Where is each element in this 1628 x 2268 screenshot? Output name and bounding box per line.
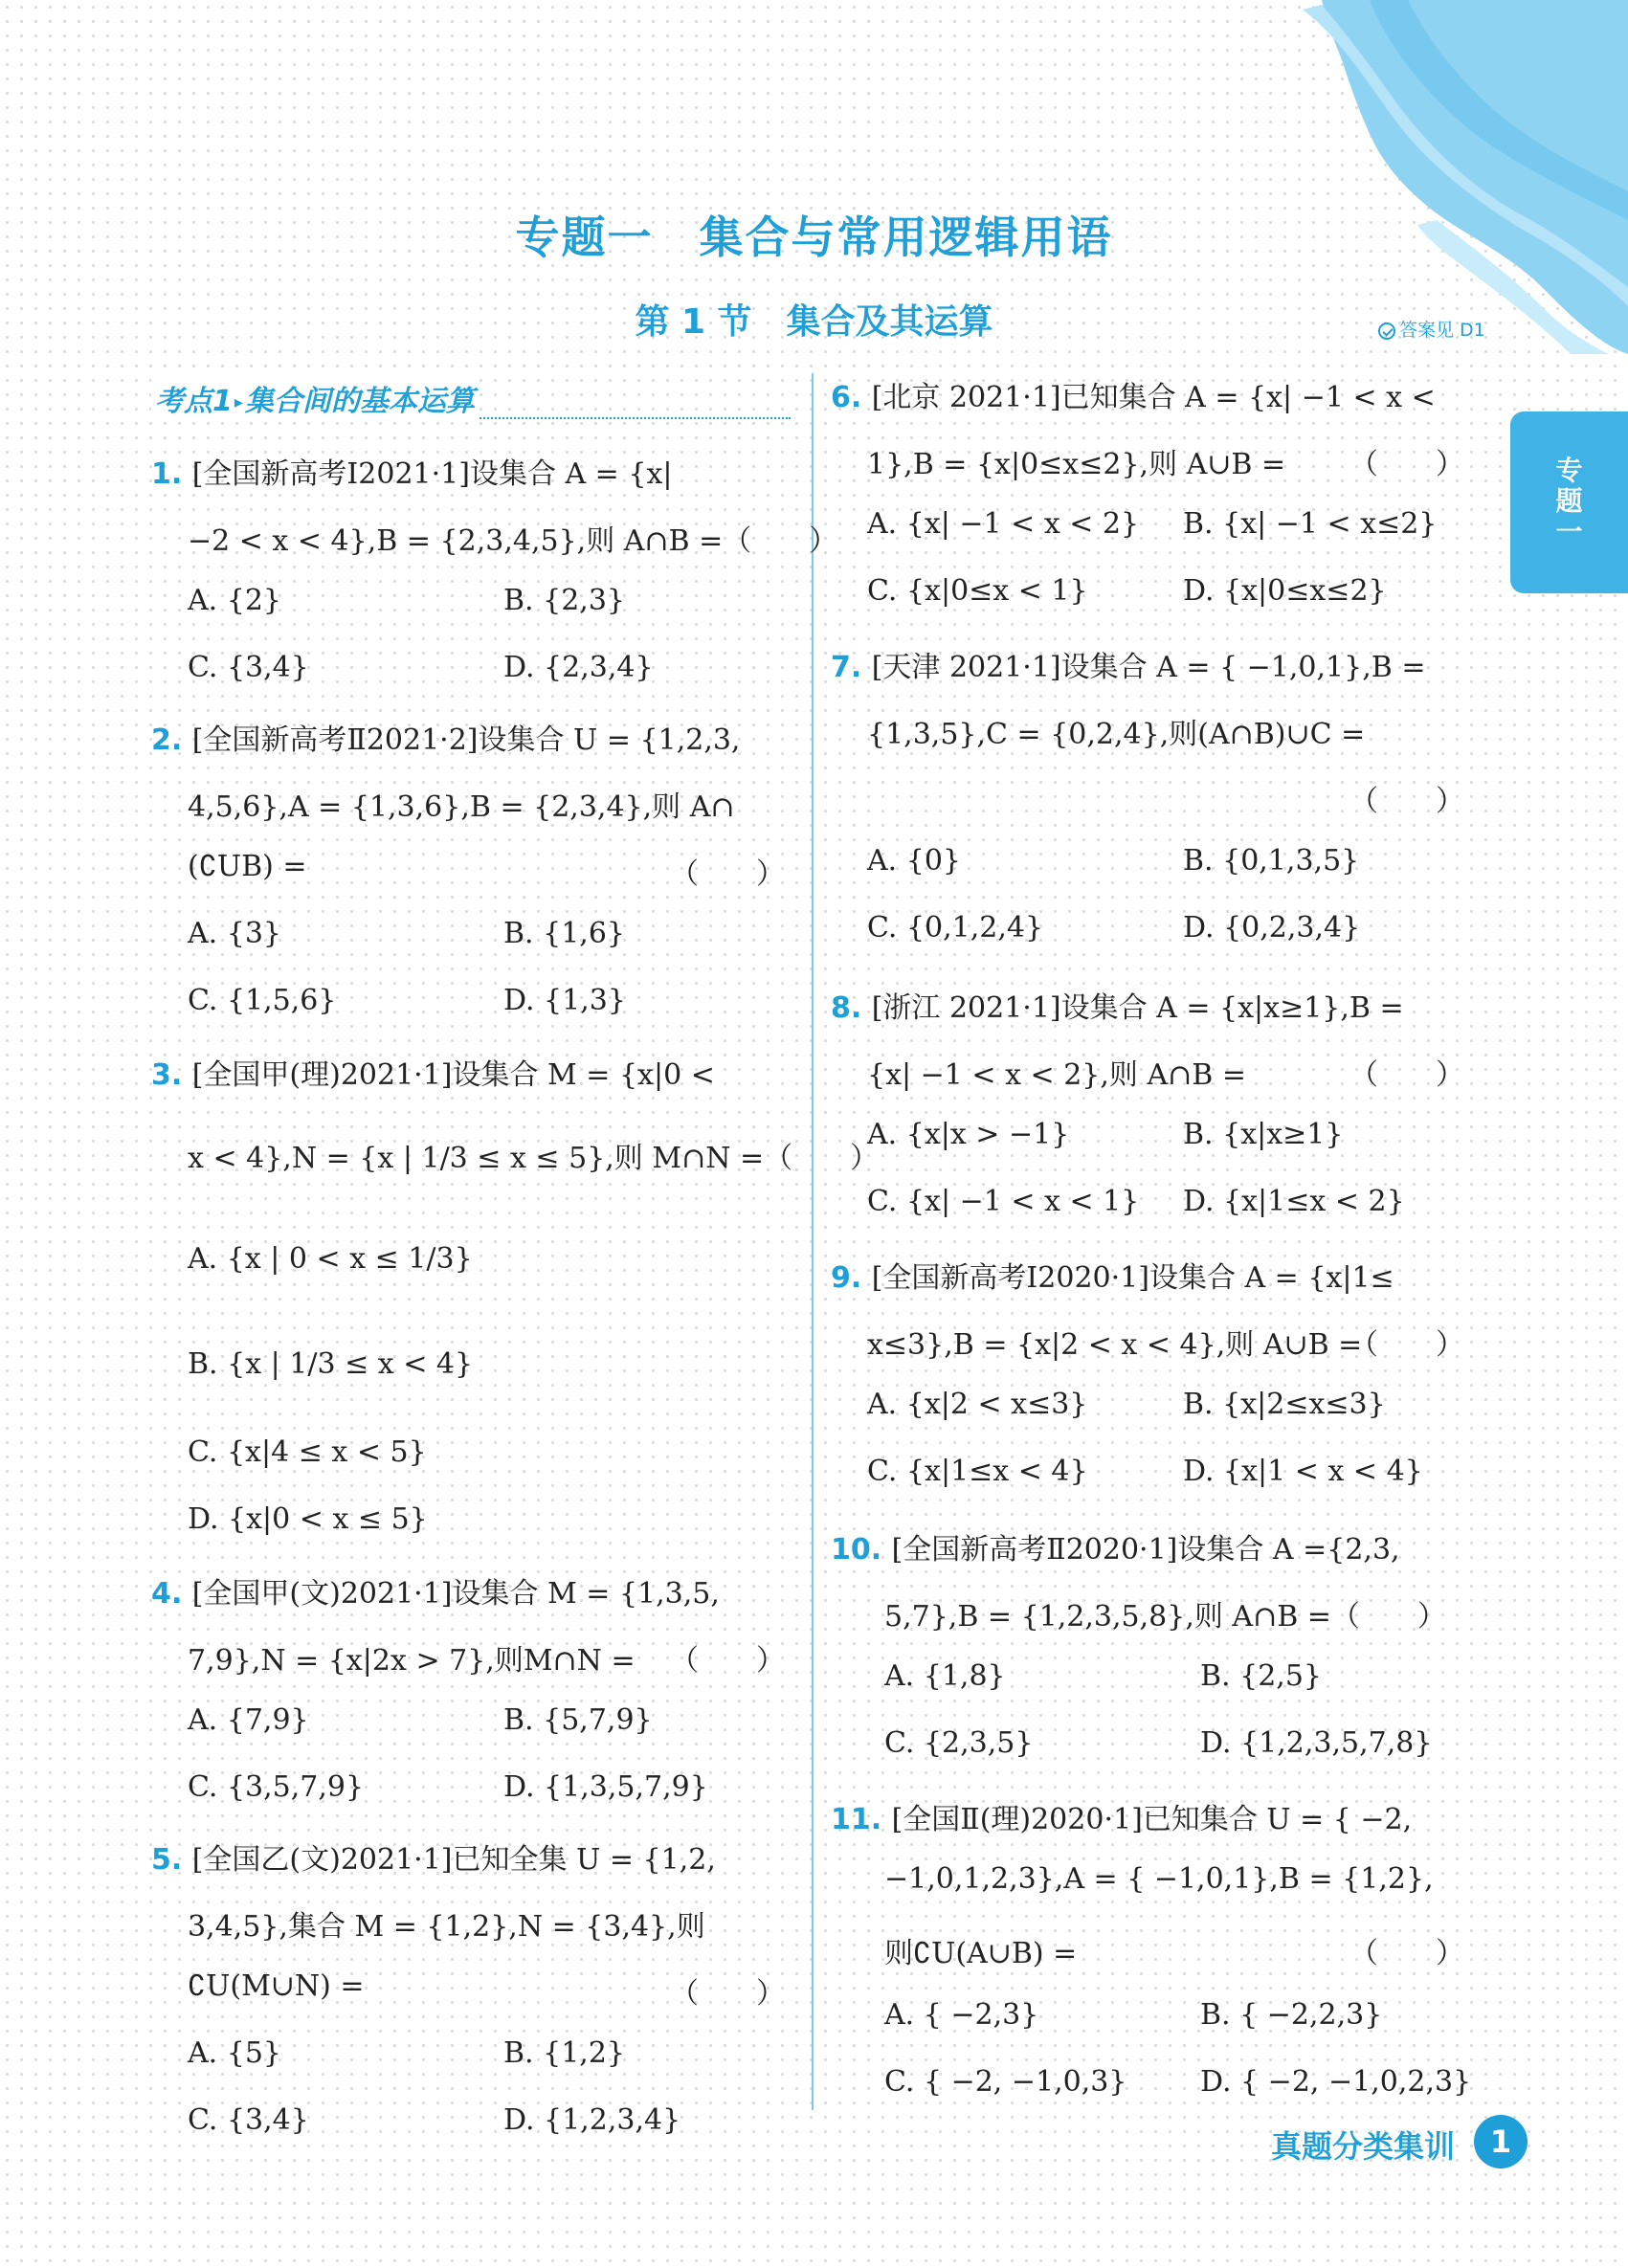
question-text: 4,5,6},A = {1,3,6},B = {2,3,4},则 A∩ <box>188 790 735 824</box>
answer-option[interactable]: C. {x|0≤x < 1} <box>867 574 1088 608</box>
answer-option[interactable]: B. {x | 1/3 ≤ x < 4} <box>188 1347 474 1381</box>
footer-label: 真题分类集训 <box>1271 2128 1456 2165</box>
question-text: [全国新高考Ⅰ2021·1]设集合 A = {x| <box>191 457 673 491</box>
answer-option[interactable]: A. {x | 0 < x ≤ 1/3} <box>188 1242 473 1276</box>
column-divider <box>812 373 814 2110</box>
question-text: [北京 2021·1]已知集合 A = {x| −1 < x < <box>871 381 1436 414</box>
answer-option[interactable]: B. {2,5} <box>1200 1659 1323 1693</box>
answer-option[interactable]: D. {1,3,5,7,9} <box>503 1770 708 1804</box>
answer-option[interactable]: B. {1,6} <box>503 917 626 950</box>
answer-option[interactable]: D. {x|0≤x≤2} <box>1183 574 1387 608</box>
question-stem <box>831 1254 1394 1296</box>
answer-option[interactable]: D. {1,2,3,5,7,8} <box>1200 1726 1433 1760</box>
question-number: 4. <box>151 1577 192 1611</box>
section-title: 第 1 节 集合及其运算 <box>635 302 993 342</box>
question-text: {x| −1 < x < 2},则 A∩B = <box>867 1058 1246 1092</box>
answer-option[interactable]: B. {x| −1 < x≤2} <box>1183 507 1438 541</box>
question-stem <box>151 1835 716 1878</box>
chapter-side-tab[interactable] <box>1510 411 1628 593</box>
answer-option[interactable]: C. {2,3,5} <box>884 1726 1034 1760</box>
answer-option[interactable]: B. { −2,2,3} <box>1200 1998 1383 2032</box>
answer-option[interactable]: D. {x|1 < x < 4} <box>1183 1455 1423 1488</box>
answer-blank: （ ） <box>1349 785 1464 818</box>
question-number: 9. <box>831 1261 872 1295</box>
question-text: [浙江 2021·1]设集合 A = {x|x≥1},B = <box>871 991 1404 1025</box>
answer-option[interactable]: D. {x|0 < x ≤ 5} <box>188 1502 428 1536</box>
kaodian-arrow-icon: ▸ <box>234 392 243 412</box>
answer-option[interactable]: C. {x|4 ≤ x < 5} <box>188 1435 427 1469</box>
answer-option[interactable]: B. {x|2≤x≤3} <box>1183 1388 1386 1421</box>
answer-option[interactable]: C. {1,5,6} <box>188 984 337 1017</box>
answer-option[interactable]: A. {x|x > −1} <box>867 1118 1070 1151</box>
answer-option[interactable]: D. {0,2,3,4} <box>1183 911 1361 945</box>
answer-option[interactable]: C. {x|1≤x < 4} <box>867 1455 1088 1488</box>
question-stem-line <box>188 1636 636 1679</box>
question-text: [天津 2021·1]设集合 A = { −1,0,1},B = <box>871 651 1426 684</box>
question-text: 1},B = {x|0≤x≤2},则 A∪B = <box>867 448 1286 481</box>
question-stem <box>831 1795 1412 1837</box>
answer-blank: （ ） <box>1349 448 1464 481</box>
answer-option[interactable]: D. {x|1≤x < 2} <box>1183 1185 1405 1218</box>
answer-option[interactable]: D. {2,3,4} <box>503 651 654 684</box>
question-stem <box>151 1051 715 1093</box>
question-text: −1,0,1,2,3},A = { −1,0,1},B = {1,2}, <box>884 1862 1434 1896</box>
question-stem <box>831 373 1436 415</box>
answer-option[interactable]: D. {1,2,3,4} <box>503 2103 681 2137</box>
answer-option[interactable]: B. {x|x≥1} <box>1183 1118 1344 1151</box>
answer-option[interactable]: C. { −2, −1,0,3} <box>884 2065 1127 2099</box>
answer-option[interactable]: A. {2} <box>188 584 281 617</box>
answer-blank: （ ） <box>670 1644 785 1678</box>
question-stem-line <box>188 1969 365 2003</box>
question-text: 3,4,5},集合 M = {1,2},N = {3,4},则 <box>188 1910 705 1944</box>
answer-option[interactable]: C. {3,4} <box>188 651 309 684</box>
question-stem-line <box>188 1902 705 1945</box>
question-stem <box>831 1525 1400 1568</box>
question-number: 6. <box>831 381 872 414</box>
question-text: [全国甲(理)2021·1]设集合 M = {x|0 < <box>191 1058 715 1092</box>
question-text: [全国乙(文)2021·1]已知全集 U = {1,2, <box>191 1843 716 1877</box>
answer-option[interactable]: A. {x| −1 < x < 2} <box>867 507 1140 541</box>
question-stem-line <box>867 1321 1362 1363</box>
question-stem <box>151 450 672 492</box>
question-text: [全国甲(文)2021·1]设集合 M = {1,3,5, <box>191 1577 720 1611</box>
question-text: [全国新高考Ⅰ2020·1]设集合 A = {x|1≤ <box>871 1261 1394 1295</box>
question-text: x≤3},B = {x|2 < x < 4},则 A∪B = <box>867 1328 1363 1362</box>
answer-option[interactable]: C. {3,5,7,9} <box>188 1770 365 1804</box>
page-number: 1 <box>1474 2115 1528 2168</box>
answer-blank: （ ） <box>1349 1937 1464 1970</box>
question-stem-line <box>884 1592 1446 1634</box>
kaodian-title: 集合间的基本运算 <box>244 385 475 418</box>
answer-blank: （ ） <box>670 857 785 891</box>
answer-option[interactable]: B. {5,7,9} <box>503 1703 653 1737</box>
answer-option[interactable]: B. {1,2} <box>503 2036 626 2070</box>
question-text: −2 < x < 4},B = {2,3,4,5},则 A∩B =（ ） <box>188 524 838 558</box>
question-stem-line <box>867 440 1285 482</box>
answer-option[interactable]: A. {3} <box>188 917 281 950</box>
answer-option[interactable]: B. {0,1,3,5} <box>1183 844 1360 878</box>
question-stem-line <box>884 1862 1434 1896</box>
question-stem-line <box>867 710 1365 752</box>
answer-reference-text: 答案见 D1 <box>1399 320 1485 341</box>
question-text: 则∁U(A∪B) = <box>884 1937 1078 1970</box>
question-text: 7,9},N = {x|2x > 7},则M∩N = <box>188 1644 636 1678</box>
side-tab-char: 一 <box>1555 516 1583 547</box>
question-stem-line <box>188 850 307 883</box>
question-number: 2. <box>151 723 192 757</box>
question-stem <box>831 643 1425 685</box>
page-title: 专题一 集合与常用逻辑用语 <box>515 211 1113 263</box>
answer-reference[interactable] <box>1378 316 1485 342</box>
question-text: [全国新高考Ⅱ2020·1]设集合 A ={2,3, <box>891 1533 1400 1567</box>
question-stem-line <box>188 1134 879 1176</box>
question-text: [全国新高考Ⅱ2021·2]设集合 U = {1,2,3, <box>191 723 741 757</box>
question-number: 1. <box>151 457 192 491</box>
answer-blank: （ ） <box>1349 1058 1464 1092</box>
answer-option[interactable]: A. {1,8} <box>884 1659 1006 1693</box>
answer-option[interactable]: A. {5} <box>188 2036 281 2070</box>
answer-blank: （ ） <box>1349 1328 1464 1362</box>
question-text: 5,7},B = {1,2,3,5,8},则 A∩B =（ ） <box>884 1600 1446 1634</box>
question-number: 5. <box>151 1843 192 1877</box>
question-number: 7. <box>831 651 872 684</box>
question-number: 11. <box>831 1803 892 1836</box>
question-text: (∁UB) = <box>188 850 307 883</box>
question-number: 3. <box>151 1058 192 1092</box>
answer-option[interactable]: A. {x|2 < x≤3} <box>867 1388 1088 1421</box>
question-number: 10. <box>831 1533 892 1567</box>
answer-option[interactable]: D. {1,3} <box>503 984 626 1017</box>
answer-blank: （ ） <box>670 1977 785 2011</box>
answer-option[interactable]: D. { −2, −1,0,2,3} <box>1200 2065 1472 2099</box>
answer-option[interactable]: C. {3,4} <box>188 2103 309 2137</box>
question-text: {1,3,5},C = {0,2,4},则(A∩B)∪C = <box>867 718 1366 751</box>
question-text: x < 4},N = {x | 1/3 ≤ x ≤ 5},则 M∩N =（ ） <box>188 1142 880 1175</box>
side-tab-char: 专 <box>1555 455 1583 486</box>
question-stem-line <box>867 1051 1246 1093</box>
answer-option[interactable]: B. {2,3} <box>503 584 626 617</box>
answer-option[interactable]: A. { −2,3} <box>884 1998 1039 2032</box>
answer-check-icon <box>1378 322 1395 340</box>
answer-option[interactable]: A. {7,9} <box>188 1703 309 1737</box>
answer-option[interactable]: C. {0,1,2,4} <box>867 911 1044 945</box>
answer-option[interactable]: A. {0} <box>867 844 961 878</box>
question-stem <box>151 716 740 758</box>
question-stem-line <box>188 783 735 825</box>
answer-option[interactable]: C. {x| −1 < x < 1} <box>867 1185 1140 1218</box>
side-tab-char: 题 <box>1555 485 1583 517</box>
question-stem-line <box>188 517 837 559</box>
question-stem-line <box>884 1929 1077 1971</box>
question-stem <box>151 1569 720 1612</box>
kaodian-label: 考点1 <box>155 385 233 418</box>
kaodian-heading <box>151 377 791 419</box>
question-number: 8. <box>831 991 872 1025</box>
question-stem <box>831 984 1404 1026</box>
question-text: ∁U(M∪N) = <box>188 1969 365 2003</box>
question-text: [全国Ⅱ(理)2020·1]已知集合 U = { −2, <box>891 1803 1413 1836</box>
